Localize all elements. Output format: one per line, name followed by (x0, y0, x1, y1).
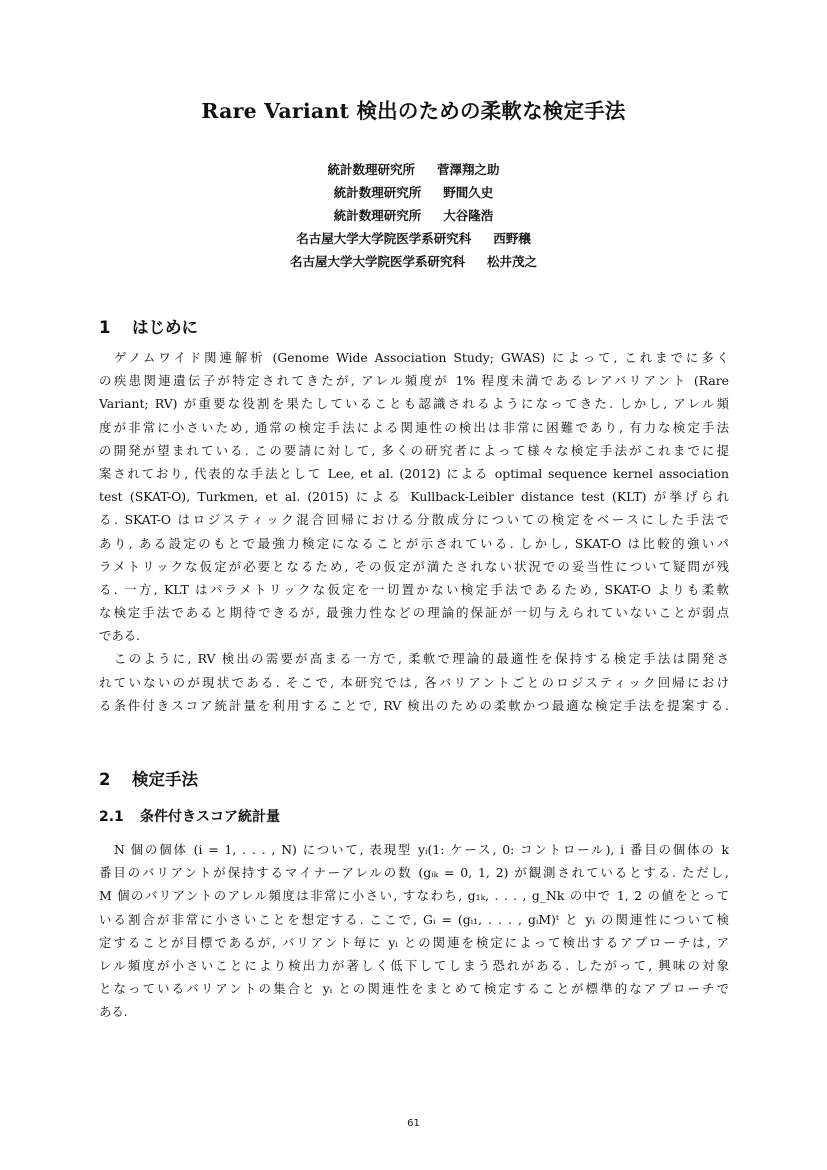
author-line (0, 250, 827, 273)
text-line: れていないのが現状である. そこで, 本研究では, 各バリアントごとのロジスティック回帰におけ (99, 674, 729, 690)
author-affiliation: 名古屋大学大学院医学系研究科 (289, 254, 465, 269)
text-line: 度が非常に小さいため, 通常の検定手法による関連性の検出は非常に困難であり, 有力な検定手法 (99, 419, 729, 435)
text-line: レル頻度が小さいことにより検出力が著しく低下してしまう恐れがある. したがって, 興味の対象 (99, 957, 729, 973)
text-line: ラメトリックな仮定が必要となるため, その仮定が満たされない状況での妥当性について疑問が残 (99, 558, 729, 574)
text-line: 定することが目標であるが, バリアント毎に yᵢ との関連を検定によって検出するアプローチは, ア (99, 934, 729, 950)
text-line: test (SKAT-O), Turkmen, et al. (2015) による Kullback-Leibler distance test (KLT) が挙げられ (99, 489, 729, 505)
author-line (0, 158, 827, 181)
section-title: 検定手法 (132, 770, 198, 789)
author-name: 野間久史 (443, 185, 494, 200)
text-line: る. 一方, KLT はパラメトリックな仮定を一切置かない検定手法であるため, SKAT-O よりも柔軟 (99, 581, 729, 597)
text-line: ゲノムワイド関連解析 (Genome Wide Association Study; GWAS) によって, これまでに多く (114, 350, 729, 365)
author-name: 松井茂之 (487, 254, 538, 269)
author-name: 西野穣 (493, 231, 531, 246)
page-number: 61 (407, 1118, 420, 1129)
text-line: 案されており, 代表的な手法として Lee, et al. (2012) による optimal sequence kernel association (99, 465, 729, 481)
author-name: 大谷隆浩 (443, 208, 494, 223)
text-line: ある. (99, 1004, 128, 1020)
text-line: の開発が望まれている. この要請に対して, 多くの研究者によって様々な検定手法がこれまでに提 (99, 442, 729, 458)
author-line (0, 204, 827, 227)
text-line: である. (99, 628, 141, 644)
author-affiliation: 統計数理研究所 (333, 208, 422, 223)
text-line: Variant; RV) が重要な役割を果たしていることも認識されるようになってきた. しかし, アレル頻 (99, 396, 729, 412)
section-heading-intro (99, 314, 198, 338)
intro-paragraph-1 (99, 346, 729, 717)
text-line: となっているバリアントの集合と yᵢ との関連性をまとめて検定することが標準的なアプローチで (99, 981, 729, 997)
text-line: いる割合が非常に小さいことを想定する. ここで, Gᵢ = (gᵢ₁, . . . , gᵢM)ᵗ と yᵢ の関連性について検 (99, 911, 729, 927)
text-line: の疾患関連遺伝子が特定されてきたが, アレル頻度が 1% 程度未満であるレアバリアント (Rare (99, 373, 729, 389)
text-line: あり, ある設定のもとで最強力検定になることが示されている. しかし, SKAT-O は比較的強いパ (99, 535, 729, 551)
text-line: る条件付きスコア統計量を利用することで, RV 検出のための柔軟かつ最適な検定手法を提案する. (99, 697, 729, 713)
text-line: な検定手法であると期待できるが, 最強力性などの理論的保証が一切与えられていないことが弱点 (99, 605, 729, 621)
author-line (0, 227, 827, 250)
subsection-number: 2.1 (99, 809, 124, 825)
author-line (0, 181, 827, 204)
text-line: る. SKAT-O はロジスティック混合回帰における分散成分についての検定をベースにした手法で (99, 512, 729, 528)
text-line: このように, RV 検出の需要が高まる一方で, 柔軟で理論的最適性を保持する検定手法は開発さ (114, 651, 729, 667)
text-line: 番目のバリアントが保持するマイナーアレルの数 (gᵢₖ = 0, 1, 2) が観測されているとする. ただし, (99, 865, 729, 881)
author-affiliation: 統計数理研究所 (327, 162, 415, 177)
author-affiliation: 名古屋大学大学院医学系研究科 (296, 231, 472, 246)
section-number: 2 (99, 770, 111, 789)
section-heading-methods (99, 766, 198, 790)
subsection-heading (99, 806, 280, 826)
section-number: 1 (99, 318, 111, 337)
methods-paragraph (99, 838, 729, 1024)
text-line: N 個の個体 (i = 1, . . . , N) について, 表現型 yᵢ(1: ケース, 0: コントロール), i 番目の個体の k (114, 842, 729, 857)
section-title: はじめに (132, 318, 198, 337)
author-affiliation: 統計数理研究所 (333, 185, 422, 200)
paper-title: Rare Variant 検出のための柔軟な検定手法 (201, 99, 626, 123)
author-name: 菅澤翔之助 (437, 162, 500, 177)
subsection-title: 条件付きスコア統計量 (140, 809, 280, 825)
text-line: M 個のバリアントのアレル頻度は非常に小さい, すなわち, g₁ₖ, . . . , g_Nk の中で 1, 2 の値をとって (99, 888, 729, 904)
author-list (0, 158, 827, 273)
